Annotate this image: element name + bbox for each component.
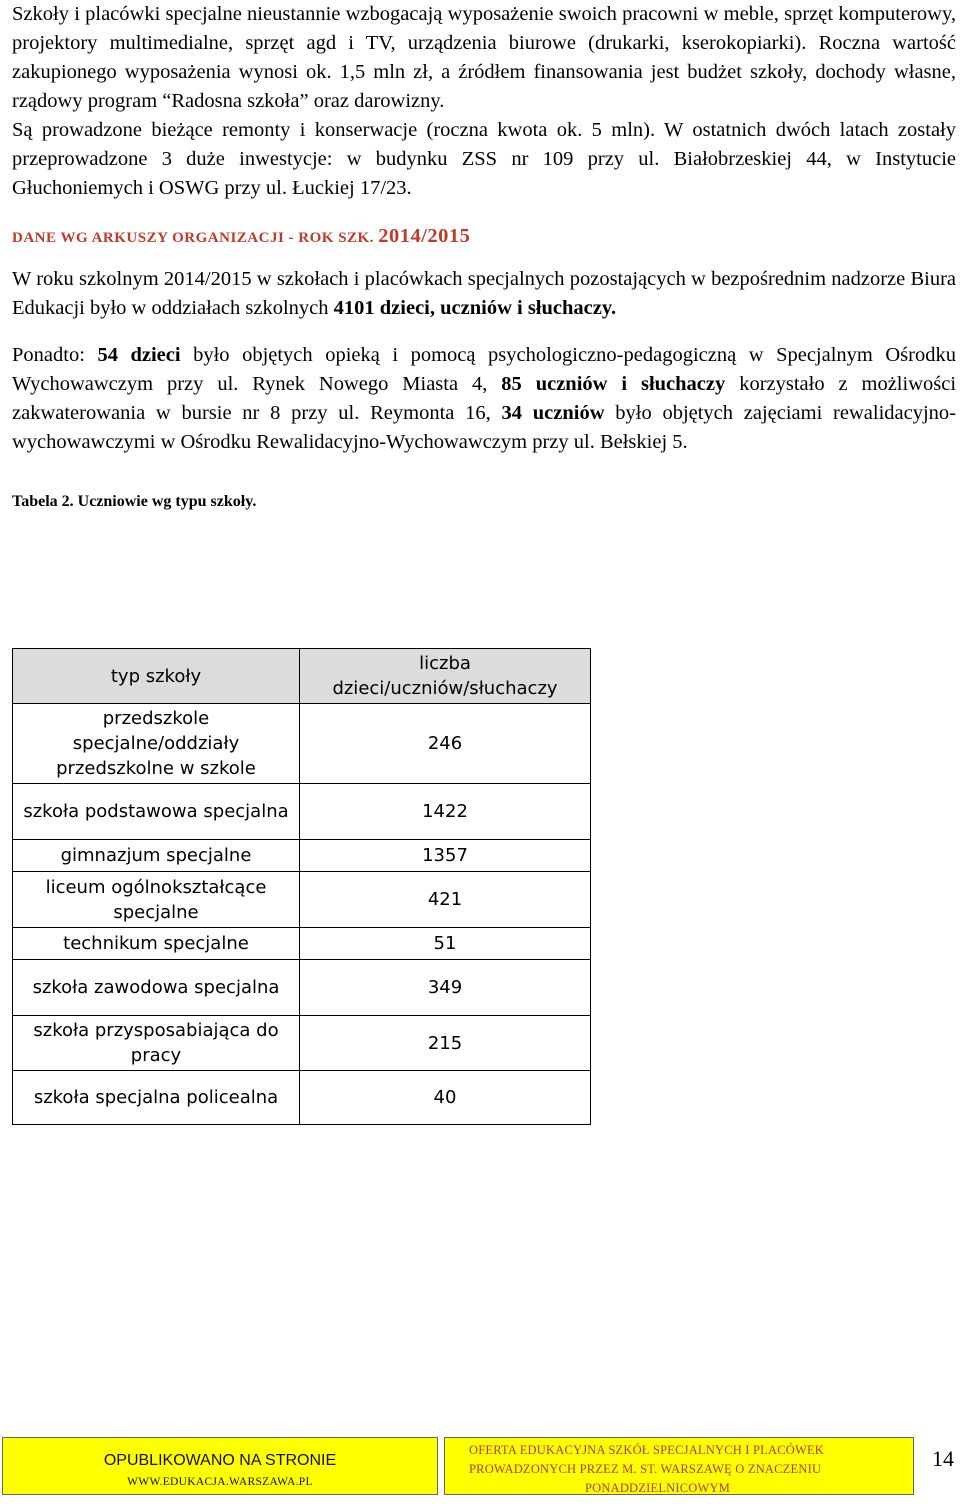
table-caption: Tabela 2. Uczniowie wg typu szkoły. xyxy=(12,493,257,510)
table-row xyxy=(13,1071,591,1125)
table-row xyxy=(13,784,591,840)
cell-school-type: liceum ogólnokształcące specjalne xyxy=(13,872,300,928)
cell-count: 246 xyxy=(300,704,591,784)
table-row xyxy=(13,704,591,784)
footer-title-line-2: PROWADZONYCH PRZEZ M. ST. WARSZAWĘ O ZNACZENIU xyxy=(469,1462,822,1476)
cell-count: 40 xyxy=(300,1071,591,1125)
cell-school-type: technikum specjalne xyxy=(13,928,300,960)
paragraph-additional xyxy=(12,341,956,457)
page-footer xyxy=(0,1437,960,1497)
section-heading-text: DANE WG ARKUSZY ORGANIZACJI - ROK SZK. xyxy=(12,230,374,246)
cell-school-type: szkoła specjalna policealna xyxy=(13,1071,300,1125)
header-count: liczba dzieci/uczniów/słuchaczy xyxy=(300,649,591,704)
table-row xyxy=(13,928,591,960)
students-by-school-type-table xyxy=(12,648,591,1125)
student-count-text: W roku szkolnym 2014/2015 w szkołach i placówkach specjalnych pozostających w bezpośrednim nadzorze Biura Edukacji było w oddziałach szkolnych xyxy=(12,268,956,319)
additional-bold-3: 34 uczniów xyxy=(501,402,605,424)
cell-count: 51 xyxy=(300,928,591,960)
cell-school-type: gimnazjum specjalne xyxy=(13,840,300,872)
cell-school-type: przedszkole specjalne/oddziały przedszkolne w szkole xyxy=(13,704,300,784)
footer-document-title-box xyxy=(444,1437,914,1495)
footer-publication-box xyxy=(2,1437,438,1495)
cell-school-type: szkoła podstawowa specjalna xyxy=(13,784,300,840)
table-row xyxy=(13,872,591,928)
footer-published-label: OPUBLIKOWANO NA STRONIE xyxy=(103,1452,337,1469)
footer-title-line-1: OFERTA EDUKACYJNA SZKÓŁ SPECJALNYCH I PLACÓWEK xyxy=(469,1443,825,1457)
header-school-type: typ szkoły xyxy=(13,649,300,704)
page-number: 14 xyxy=(932,1446,954,1471)
cell-count: 421 xyxy=(300,872,591,928)
footer-website-link[interactable]: WWW.EDUKACJA.WARSZAWA.PL xyxy=(127,1476,313,1488)
cell-count: 1357 xyxy=(300,840,591,872)
cell-school-type: szkoła zawodowa specjalna xyxy=(13,960,300,1016)
additional-text-2: było objętych opieką i pomocą psychologiczno-pedagogiczną w Specjalnym Ośrodku Wychowawczym przy ul. Rynek Nowego Miasta 4, xyxy=(12,344,956,395)
cell-school-type: szkoła przysposabiająca do pracy xyxy=(13,1016,300,1071)
additional-bold-1: 54 dzieci xyxy=(97,344,181,366)
cell-count: 215 xyxy=(300,1016,591,1071)
paragraph-student-count xyxy=(12,265,956,323)
table-row xyxy=(13,840,591,872)
table-row xyxy=(13,1016,591,1071)
section-heading-year: 2014/2015 xyxy=(378,225,471,247)
table-header-row xyxy=(13,649,591,704)
paragraph-equipment: Szkoły i placówki specjalne nieustannie wzbogacają wyposażenie swoich pracowni w meble, sprzęt komputerowy, projektory multimedialne, sprzęt agd i TV, urządzenia biurowe (drukarki, kserokopiarki). Roczna wartość zakupionego wyposażenia wynosi ok. 1,5 mln zł, a źródłem finansowania jest budżet szkoły, dochody własne, rządowy program “Radosna szkoła” oraz darowizny. xyxy=(12,3,956,112)
document-body xyxy=(12,0,956,511)
additional-text-1: Ponadto: xyxy=(12,344,85,366)
table-row xyxy=(13,960,591,1016)
footer-title-line-3: PONADDZIELNICOWYM xyxy=(585,1481,731,1495)
additional-text-4: było objętych zajęciami rewalidacyjno-wychowawczymi w Ośrodku Rewalidacyjno-Wychowawczym przy ul. Bełskiej 5. xyxy=(12,402,956,453)
section-heading xyxy=(12,223,956,251)
additional-text-3: korzystało z możliwości zakwaterowania w bursie nr 8 przy ul. Reymonta 16, xyxy=(12,373,957,424)
student-count-bold: 4101 dzieci, uczniów i słuchaczy. xyxy=(333,297,617,319)
paragraph-renovations: Są prowadzone bieżące remonty i konserwacje (roczna kwota ok. 5 mln). W ostatnich dwóch latach zostały przeprowadzone 3 duże inwestycje: w budynku ZSS nr 109 przy ul. Białobrzeskiej 44, w Instytucie Głuchoniemych i OSWG przy ul. Łuckiej 17/23. xyxy=(12,119,956,199)
additional-bold-2: 85 uczniów i słuchaczy xyxy=(501,373,726,395)
cell-count: 349 xyxy=(300,960,591,1016)
cell-count: 1422 xyxy=(300,784,591,840)
